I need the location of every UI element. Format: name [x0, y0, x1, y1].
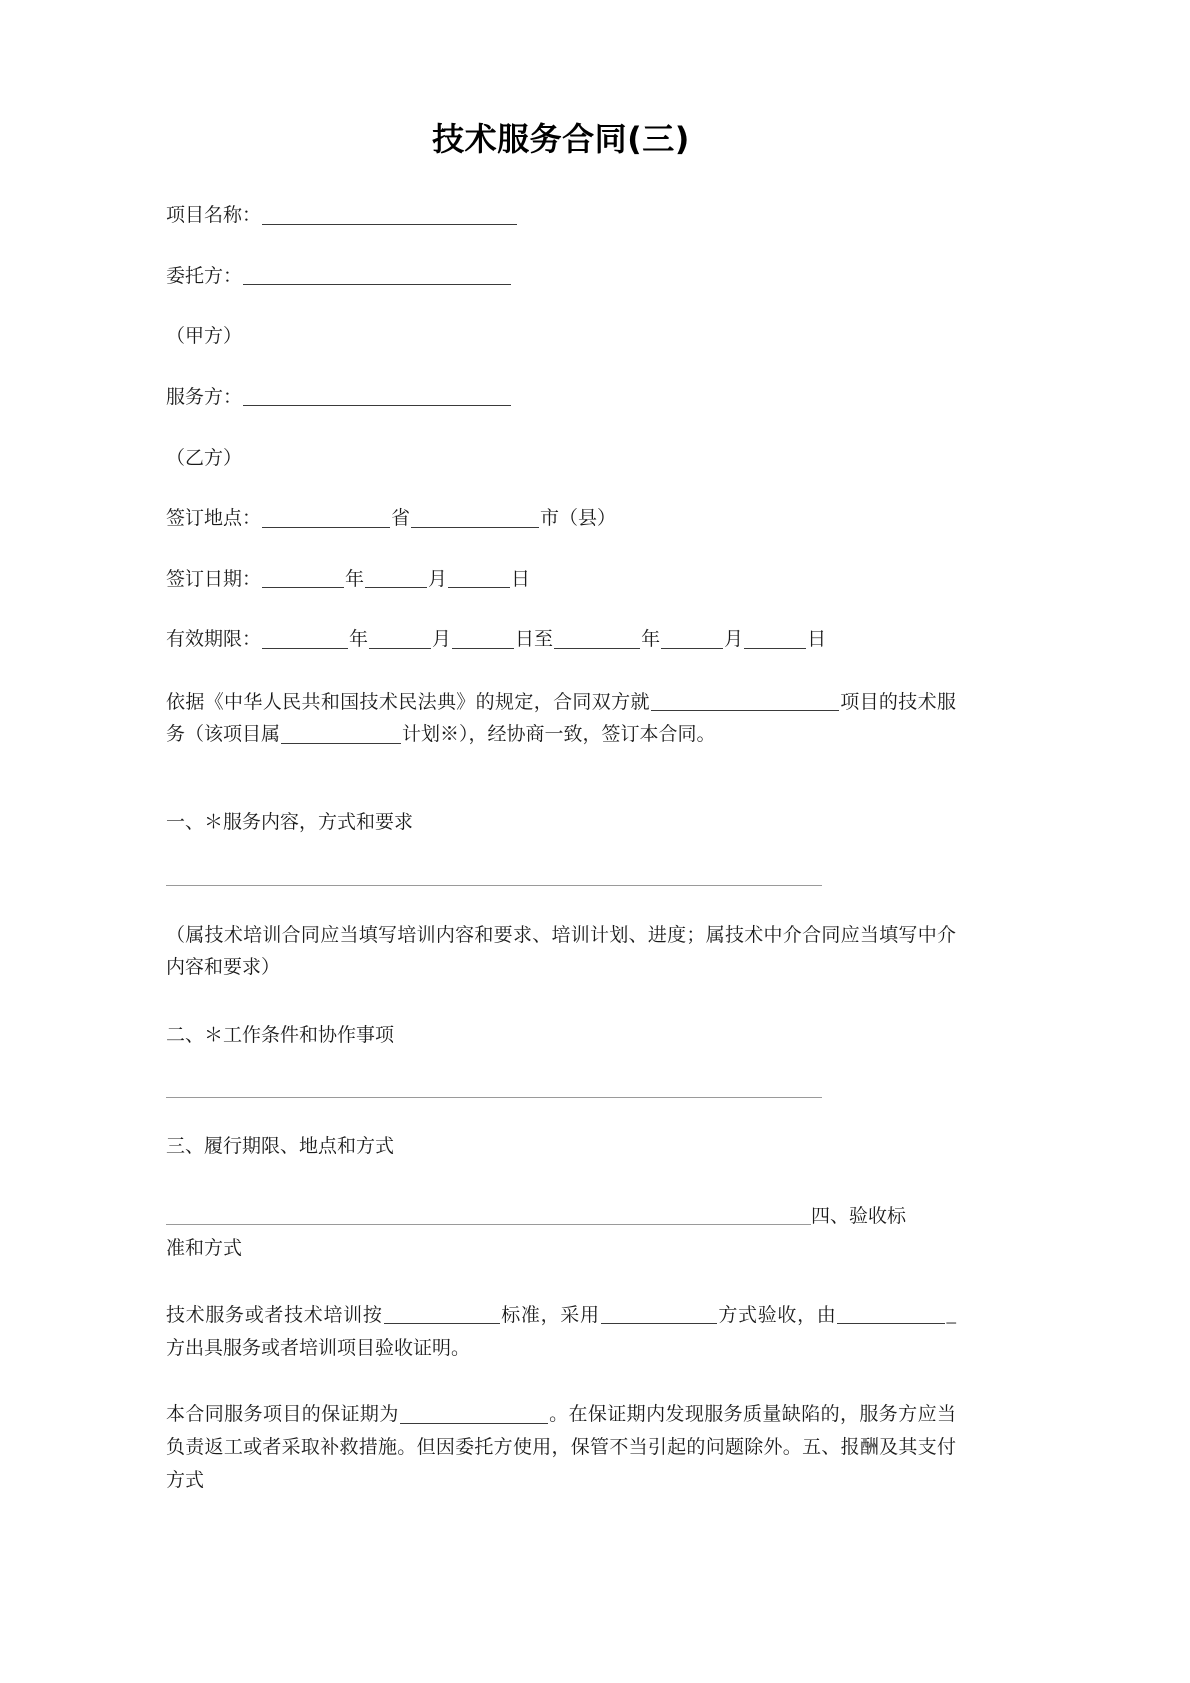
field-project-name — [166, 202, 956, 230]
warranty-paragraph — [166, 1399, 956, 1497]
section-heading-two: 二、＊工作条件和协作事项 — [166, 1024, 395, 1046]
preamble-part-1: 依据《中华人民共和国技术民法典》的规定，合同双方就 — [166, 691, 650, 713]
page-title: 技术服务合同(三) — [432, 120, 690, 158]
acceptance-part-2: 标准，采用 — [500, 1304, 600, 1326]
signing-date-year-blank[interactable] — [262, 568, 344, 588]
signing-place-city-blank[interactable] — [411, 508, 539, 528]
signing-date-year-unit: 年 — [345, 568, 365, 590]
field-party-b-label: （乙方） — [166, 447, 243, 469]
field-party-b — [166, 445, 956, 473]
field-client — [166, 263, 956, 291]
valid-period-start-day-unit: 日至 — [515, 629, 554, 651]
section-one-note: （属技术培训合同应当填写培训内容和要求、培训计划、进度；属技术中介合同应当填写中介内容和要求） — [166, 924, 956, 979]
section-one-answer-rule[interactable] — [166, 885, 822, 886]
signing-place-city-unit: 市（县） — [540, 508, 617, 530]
section-four-heading-inline: 四、验收标 — [811, 1205, 907, 1227]
section-four-heading-wrap: 准和方式 — [166, 1238, 243, 1260]
section-heading-one: 一、＊服务内容，方式和要求 — [166, 812, 414, 834]
acceptance-paragraph — [166, 1300, 956, 1365]
valid-period-end-day-blank[interactable] — [744, 629, 806, 649]
valid-period-start-day-blank[interactable] — [452, 629, 514, 649]
field-project-name-blank[interactable] — [262, 205, 517, 225]
valid-period-start-year-blank[interactable] — [262, 629, 348, 649]
acceptance-part-1: 技术服务或者技术培训按 — [166, 1304, 383, 1326]
field-client-label: 委托方： — [166, 265, 243, 287]
valid-period-start-year-unit: 年 — [349, 629, 369, 651]
preamble-part-2: 项目的技术服务（该项目属 — [166, 691, 956, 746]
acceptance-issuer-blank[interactable] — [837, 1304, 945, 1324]
field-party-a-label: （甲方） — [166, 326, 243, 348]
field-valid-period — [166, 626, 956, 654]
warranty-period-blank[interactable] — [400, 1404, 548, 1424]
signing-date-month-unit: 月 — [428, 568, 448, 590]
field-signing-date — [166, 566, 956, 594]
signing-date-month-blank[interactable] — [365, 568, 427, 588]
field-service-provider-label: 服务方： — [166, 387, 243, 409]
document-body — [166, 120, 956, 1527]
field-project-name-label: 项目名称： — [166, 205, 262, 227]
warranty-part-1: 本合同服务项目的保证期为 — [166, 1404, 399, 1426]
section-two-answer-rule[interactable] — [166, 1097, 822, 1098]
signing-date-day-blank[interactable] — [448, 568, 510, 588]
acceptance-part-3: 方式验收，由 — [717, 1304, 837, 1326]
section-heading-three: 三、履行期限、地点和方式 — [166, 1136, 395, 1158]
field-signing-place — [166, 505, 956, 533]
valid-period-end-year-unit: 年 — [641, 629, 661, 651]
field-client-blank[interactable] — [243, 265, 511, 285]
valid-period-start-month-unit: 月 — [432, 629, 452, 651]
field-service-provider — [166, 384, 956, 412]
section-three-answer-row — [166, 1201, 956, 1234]
warranty-part-2: 。在保证期内发现服务质量缺陷的，服务方应当负责返工或者采取补救措施。但因委托方使用，保管不当引起的问题除外。五、报酬及其支付方式 — [166, 1404, 956, 1491]
valid-period-start-month-blank[interactable] — [369, 629, 431, 649]
valid-period-end-month-unit: 月 — [724, 629, 744, 651]
signing-date-label: 签订日期： — [166, 568, 262, 590]
field-service-provider-blank[interactable] — [243, 386, 511, 406]
signing-place-province-blank[interactable] — [262, 508, 390, 528]
acceptance-standard-blank[interactable] — [384, 1304, 500, 1324]
preamble-plan-blank[interactable] — [281, 724, 401, 744]
preamble-project-blank[interactable] — [651, 691, 839, 711]
valid-period-label: 有效期限： — [166, 629, 262, 651]
valid-period-end-day-unit: 日 — [807, 629, 827, 651]
signing-place-label: 签订地点： — [166, 508, 262, 530]
valid-period-end-year-blank[interactable] — [554, 629, 640, 649]
valid-period-end-month-blank[interactable] — [661, 629, 723, 649]
preamble-part-3: 计划※），经协商一致，签订本合同。 — [402, 724, 716, 746]
signing-place-province-unit: 省 — [391, 508, 411, 530]
field-party-a — [166, 323, 956, 351]
preamble-paragraph — [166, 687, 956, 752]
signing-date-day-unit: 日 — [511, 568, 531, 590]
acceptance-mode-blank[interactable] — [601, 1304, 717, 1324]
acceptance-part-4: _方出具服务或者培训项目验收证明。 — [166, 1304, 956, 1359]
section-three-answer-rule[interactable] — [166, 1206, 811, 1225]
